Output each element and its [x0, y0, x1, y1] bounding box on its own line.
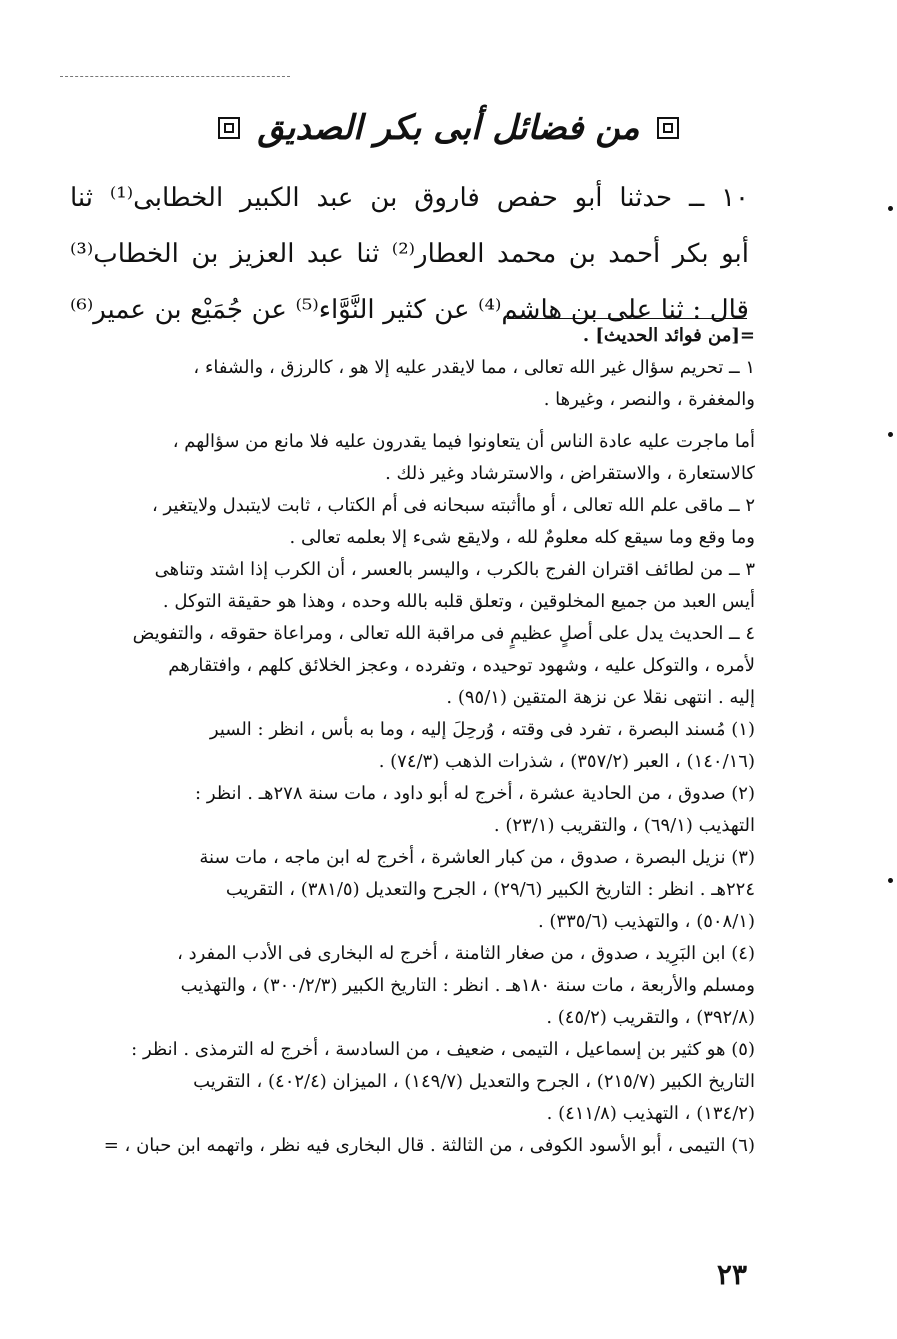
text-line: (٢) صدوق ، من الحادية عشرة ، أخرج له أبو داود ، مات سنة ٢٧٨هـ . انظر : [195, 783, 755, 804]
benefit-paragraph [72, 554, 755, 618]
text-line: التاريخ الكبير (٢١٥/٧) ، الجرح والتعديل (١٤٩/٧) ، الميزان (٤٠٢/٤) ، التقريب [193, 1071, 755, 1092]
ornament-box-icon [218, 117, 240, 139]
footnote [72, 1034, 755, 1130]
text-line: ٢٢٤هـ . انظر : التاريخ الكبير (٢٩/٦) ، الجرح والتعديل (٣٨١/٥) ، التقريب [225, 879, 755, 900]
text-line: ٢ ــ ماقى علم الله تعالى ، أو ماأثبته سبحانه فى أم الكتاب ، ثابت لايتبدل ولايتغير ، [151, 495, 755, 516]
text-line: كالاستعارة ، والاستقراض ، والاسترشاد وغير ذلك . [385, 463, 755, 484]
text-line: التهذيب (٦٩/١) ، والتقريب (٢٣/١) . [493, 815, 755, 836]
scan-mark [888, 206, 893, 211]
footnote-separator [507, 318, 747, 319]
text-line: ٤ ــ الحديث يدل على أصلٍ عظيمٍ فى مراقبة الله تعالى ، ومراعاة حقوقه ، والتفويض [132, 623, 755, 644]
heading-text: من فضائل أبى بكر الصديق [257, 108, 640, 148]
text-line: (١٣٤/٢) ، التهذيب (٤١١/٨) . [546, 1103, 755, 1124]
text-line: أما ماجرت عليه عادة الناس أن يتعاونوا فيما يقدرون عليه فلا مانع من سؤالهم ، [172, 431, 755, 452]
benefit-paragraph [72, 426, 755, 490]
text-line: (٦) التيمى ، أبو الأسود الكوفى ، من الثالثة . قال البخارى فيه نظر ، واتهمه ابن حبان ، = [103, 1135, 755, 1156]
text-line: (٤) ابن البَرِيد ، صدوق ، من صغار الثامنة ، أخرج له البخارى فى الأدب المفرد ، [177, 943, 755, 964]
text-line: (٣) نزيل البصرة ، صدوق ، من كبار العاشرة ، أخرج له ابن ماجه ، مات سنة [199, 847, 755, 868]
scan-mark [888, 432, 893, 437]
footnote [72, 714, 755, 778]
text-line: ١ ــ تحريم سؤال غير الله تعالى ، مما لايقدر عليه إلا هو ، كالرزق ، والشفاء ، [193, 357, 755, 378]
text-line: (٥) هو كثير بن إسماعيل ، التيمى ، ضعيف ، من السادسة ، أخرج له الترمذى . انظر : [131, 1039, 755, 1060]
text-line: وما وقع وما سيقع كله معلومٌ لله ، ولايقع شىء إلا بعلمه تعالى . [289, 527, 755, 548]
text-line: (١) مُسند البصرة ، تفرد فى وقته ، وُرحِلَ إليه ، وما به بأس ، انظر : السير [209, 719, 755, 740]
text-line: ومسلم والأربعة ، مات سنة ١٨٠هـ . انظر : التاريخ الكبير (٣٠٠/٢/٣) ، والتهذيب [180, 975, 755, 996]
text-line: (١٤٠/١٦) ، العبر (٣٥٧/٢) ، شذرات الذهب (٧٤/٣) . [378, 751, 755, 772]
top-rule [60, 76, 290, 77]
text-line: ٣ ــ من لطائف اقتران الفرج بالكرب ، واليسر بالعسر ، أن الكرب إذا اشتد وتناهى [154, 559, 755, 580]
text-line: لأمره ، والتوكل عليه ، وشهود توحيده ، وتفرده ، وعجز الخلائق كلهم ، وافتقارهم [168, 655, 755, 676]
text-line: إليه . انتهى نقلا عن نزهة المتقين (٩٥/١) . [446, 687, 755, 708]
text-line: (٣٩٢/٨) ، والتقريب (٤٥/٢) . [546, 1007, 755, 1028]
text-line: أيس العبد من جميع المخلوقين ، وتعلق قلبه بالله وحده ، وهذا هو حقيقة التوكل . [162, 591, 755, 612]
benefit-paragraph [72, 618, 755, 714]
scan-mark [888, 878, 893, 883]
benefit-paragraph [72, 490, 755, 554]
benefit-paragraph [72, 352, 755, 416]
text-line: والمغفرة ، والنصر ، وغيرها . [543, 389, 755, 410]
ornament-box-icon [657, 117, 679, 139]
benefits-title: =[من فوائد الحديث] . [582, 325, 755, 346]
text-line: (٥٠٨/١) ، والتهذيب (٣٣٥/٦) . [537, 911, 755, 932]
footnote [72, 938, 755, 1034]
hadith-text [70, 170, 749, 338]
footnote [72, 842, 755, 938]
hadith-line: ١٠ ــ حدثنا أبو حفص فاروق بن عبد الكبير الخطابى⁽¹⁾ ثنا [70, 183, 749, 213]
footnotes-area [72, 320, 755, 1162]
footnote [72, 1130, 755, 1162]
footnote [72, 778, 755, 842]
page-number: ٢٣ [716, 1258, 747, 1291]
hadith-line: قال : ثنا على بن هاشم⁽⁴⁾ عن كثير النَّوَّاء⁽⁵⁾ عن جُمَيْع بن عمير⁽⁶⁾ [70, 295, 749, 325]
hadith-line: أبو بكر أحمد بن محمد العطار⁽²⁾ ثنا عبد العزيز بن الخطاب⁽³⁾ [70, 239, 749, 269]
section-heading [0, 108, 897, 148]
